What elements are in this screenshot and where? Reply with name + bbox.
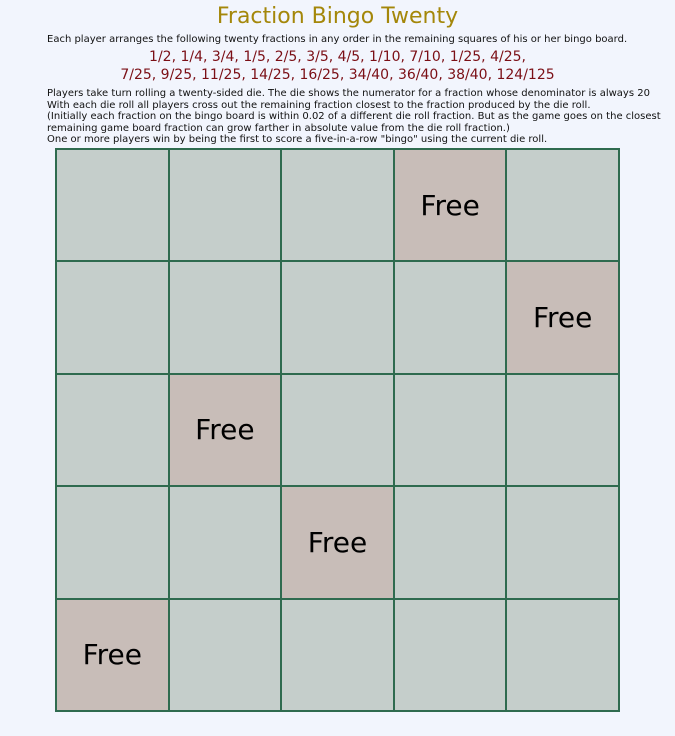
bingo-square[interactable] bbox=[281, 599, 394, 711]
rule-line: remaining game board fraction can grow farther in absolute value from the die roll fraction.) bbox=[47, 122, 510, 134]
bingo-board bbox=[55, 148, 620, 712]
fraction-list-line-1: 1/2, 1/4, 3/4, 1/5, 2/5, 3/5, 4/5, 1/10, 7/10, 1/25, 4/25, bbox=[149, 49, 526, 65]
rule-line: Players take turn rolling a twenty-sided die. The die shows the numerator for a fraction whose denominator is always 20 bbox=[47, 88, 650, 99]
rule-line: One or more players win by being the first to score a five-in-a-row "bingo" using the current die roll. bbox=[47, 134, 548, 145]
bingo-square[interactable] bbox=[169, 261, 282, 373]
free-square[interactable]: Free bbox=[56, 599, 169, 711]
bingo-square[interactable] bbox=[56, 149, 169, 261]
free-square[interactable]: Free bbox=[506, 261, 619, 373]
rules-text bbox=[47, 88, 675, 146]
free-square[interactable]: Free bbox=[281, 486, 394, 598]
bingo-square[interactable] bbox=[281, 261, 394, 373]
rule-line: (Initially each fraction on the bingo board is within 0.02 of a different die roll fraction. But as the game goes on the closest bbox=[47, 111, 661, 122]
bingo-square[interactable] bbox=[394, 374, 507, 486]
bingo-square[interactable] bbox=[169, 486, 282, 598]
rule-line: With each die roll all players cross out the remaining fraction closest to the fraction produced by the die roll. bbox=[47, 99, 591, 111]
bingo-square[interactable] bbox=[394, 486, 507, 598]
free-square[interactable]: Free bbox=[394, 149, 507, 261]
bingo-square[interactable] bbox=[506, 599, 619, 711]
bingo-square[interactable] bbox=[169, 599, 282, 711]
bingo-square[interactable] bbox=[281, 149, 394, 261]
bingo-square[interactable] bbox=[56, 261, 169, 373]
bingo-square[interactable] bbox=[281, 374, 394, 486]
fraction-list-line-2: 7/25, 9/25, 11/25, 14/25, 16/25, 34/40, 36/40, 38/40, 124/125 bbox=[120, 67, 555, 83]
bingo-square[interactable] bbox=[169, 149, 282, 261]
bingo-square[interactable] bbox=[394, 599, 507, 711]
bingo-square[interactable] bbox=[506, 374, 619, 486]
fraction-list bbox=[0, 48, 675, 84]
bingo-square[interactable] bbox=[56, 374, 169, 486]
bingo-square[interactable] bbox=[56, 486, 169, 598]
page-title: Fraction Bingo Twenty bbox=[216, 4, 459, 29]
bingo-square[interactable] bbox=[506, 149, 619, 261]
free-square[interactable]: Free bbox=[169, 374, 282, 486]
bingo-square[interactable] bbox=[394, 261, 507, 373]
intro-text: Each player arranges the following twenty fractions in any order in the remaining squares of his or her bingo board. bbox=[47, 34, 628, 45]
bingo-square[interactable] bbox=[506, 486, 619, 598]
